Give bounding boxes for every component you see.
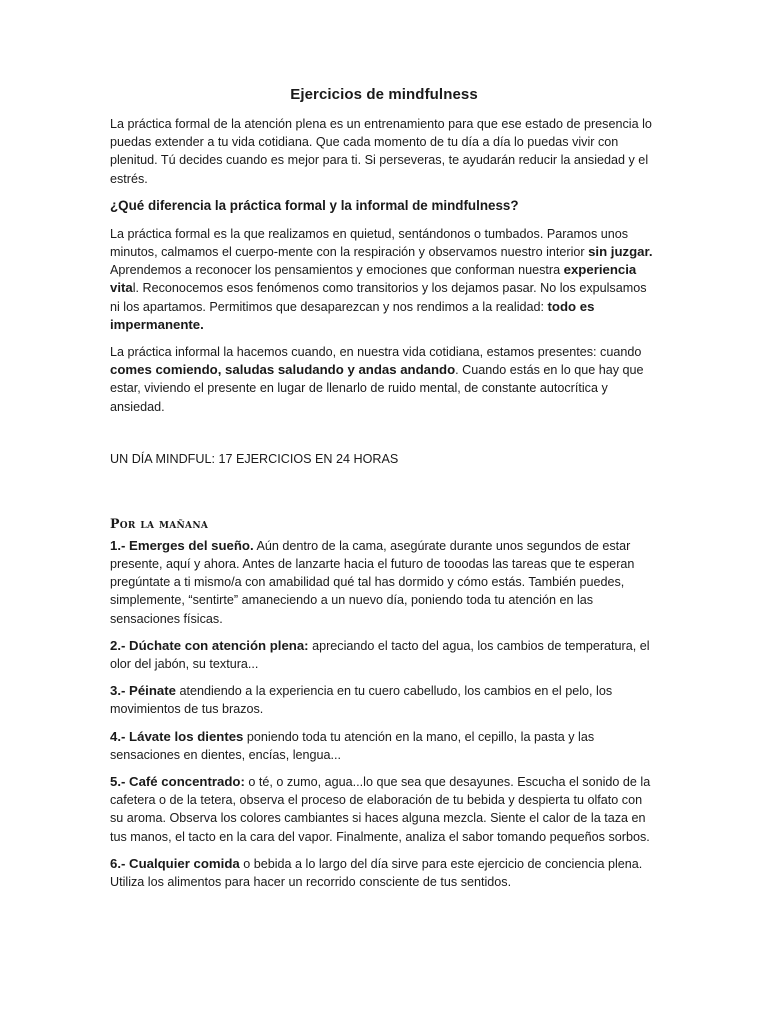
formal-bold-3: todo es impermanente. xyxy=(110,298,595,332)
exercise-head: 6.- Cualquier comida xyxy=(110,855,240,871)
intro-paragraph: La práctica formal de la atención plena es un entrenamiento para que ese estado de presencia lo puedas extender a tu vida cotidiana. Que cada momento de tu día a día lo puedas vivir con plenitud. Tú decides cuando es mejor para ti. Si perseveras, te ayudarán reducir la ansiedad y el estrés. xyxy=(110,117,652,186)
formal-practice-paragraph xyxy=(110,225,658,334)
exercise-item xyxy=(110,855,658,891)
informal-bold-1: comes comiendo, saludas saludando y andas andando xyxy=(110,362,456,378)
exercise-head: 2.- Dúchate con atención plena: xyxy=(110,637,309,653)
exercise-item xyxy=(110,773,658,846)
formal-bold-1: sin juzgar. xyxy=(588,244,653,260)
exercise-text: atendiendo a la experiencia en tu cuero cabelludo, los cambios en el pelo, los movimientos de tus brazos. xyxy=(110,684,613,717)
exercise-text: o bebida a lo largo del día sirve para este ejercicio de conciencia plena. Utiliza los alimentos para hacer un recorrido consciente de tus sentidos. xyxy=(110,856,643,890)
exercise-text: apreciando el tacto del agua, los cambios de temperatura, el olor del jabón, su textura... xyxy=(110,638,650,672)
exercise-head: 5.- Café concentrado: xyxy=(110,774,245,790)
exercise-text: o té, o zumo, agua...lo que sea que desayunes. Escucha el sonido de la cafetera o de la tetera, observa el proceso de elaboración de tu bebida y despierta tu olfato con su aroma. Observa los colores cambiantes si haces alguna mezcla. Siente el calor de la taza en tus manos, el tacto en la cara del vapor. Finalmente, analiza el sabor tomando pequeños sorbos. xyxy=(110,775,651,844)
exercise-head: 3.- Péinate xyxy=(110,683,176,699)
informal-text-1: La práctica informal la hacemos cuando, en nuestra vida cotidiana, estamos presentes: cuando xyxy=(110,345,642,360)
exercise-item xyxy=(110,682,658,718)
formal-text-1: La práctica formal es la que realizamos en quietud, sentándonos o tumbados. Paramos unos minutos, calmamos el cuerpo-mente con la respiración y observamos nuestro interior xyxy=(110,226,629,260)
exercise-text: Aún dentro de la cama, asegúrate durante unos segundos de estar presente, aquí y ahora. Antes de lanzarte hacia el futuro de tooodas las tareas que te esperan pregúntate a ti mismo/a con amabilidad qué tal has dormido y cómo estás. También puedes, simplemente, “sentirte” amaneciendo a un nuevo día, poniendo toda tu atención en las sensaciones físicas. xyxy=(110,538,635,626)
informal-text-2: . Cuando estás en lo que hay que estar, viviendo el presente en lugar de llenarlo de ruido mental, de constante autocrítica y ansiedad. xyxy=(110,363,644,414)
exercise-item xyxy=(110,728,658,764)
formal-bold-2: experiencia vita xyxy=(110,262,637,296)
exercise-item xyxy=(110,537,658,628)
exercise-head: 4.- Lávate los dientes xyxy=(110,728,244,744)
informal-practice-paragraph xyxy=(110,343,658,416)
question-heading: ¿Qué diferencia la práctica formal y la informal de mindfulness? xyxy=(110,197,519,213)
exercise-head: 1.- Emerges del sueño. xyxy=(110,537,254,553)
formal-text-3: l. Reconocemos esos fenómenos como transitorios y los dejamos pasar. No los expulsamos ni los apartamos. Permitimos que desaparezcan y nos rendimos a la realidad: xyxy=(110,281,647,314)
exercise-text: poniendo toda tu atención en la mano, el cepillo, la pasta y las sensaciones en dientes, encías, lengua... xyxy=(110,729,595,762)
formal-text-2: Aprendemos a reconocer los pensamientos y emociones que conforman nuestra xyxy=(110,263,564,278)
exercise-item xyxy=(110,637,658,673)
section-title: UN DÍA MINDFUL: 17 EJERCICIOS EN 24 HORAS xyxy=(110,451,399,466)
morning-heading: Por la mañana xyxy=(110,515,209,531)
document-title: Ejercicios de mindfulness xyxy=(290,86,478,103)
